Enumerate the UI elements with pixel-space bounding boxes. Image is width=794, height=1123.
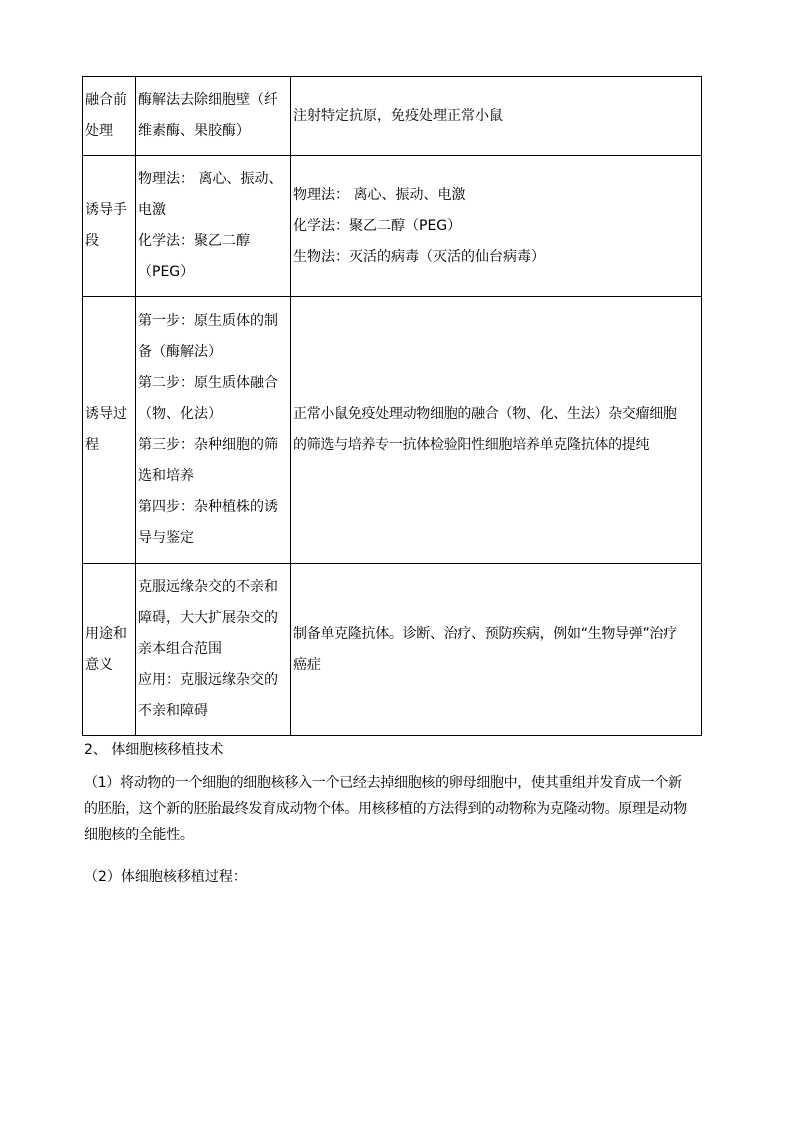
animal-line: 化学法：聚乙二醇（PEG）	[293, 217, 462, 234]
row-label-line: 诱导过	[85, 406, 127, 422]
plant-line: 克服远缘杂交的不亲和	[138, 579, 278, 595]
animal-line: 制备单克隆抗体。诊断、治疗、预防疾病，例如“生物导弹”治疗	[293, 625, 677, 642]
plant-line: 导与鉴定	[138, 530, 194, 546]
animal-cell	[291, 77, 702, 156]
plant-cell	[136, 297, 291, 564]
animal-cell	[291, 156, 702, 297]
row-label	[83, 297, 136, 564]
table-row	[83, 156, 702, 297]
animal-line: 的筛选与培养专一抗体检验阳性细胞培养单克隆抗体的提纯	[293, 437, 650, 453]
animal-line: 癌症	[293, 656, 321, 673]
plant-line: 选和培养	[138, 468, 194, 484]
plant-cell	[136, 77, 291, 156]
row-label-line: 意义	[85, 656, 113, 673]
animal-line: 注射特定抗原，免疫处理正常小鼠	[293, 107, 503, 124]
plant-line: 物理法： 离心、振动、	[138, 171, 283, 187]
row-label	[83, 564, 136, 736]
row-label-line: 用途和	[85, 625, 127, 642]
plant-line: 电激	[138, 202, 166, 218]
plant-line: 备（酶解法）	[138, 344, 222, 360]
plant-line: 障碍，大大扩展杂交的	[138, 610, 278, 626]
plant-line: （PEG）	[138, 264, 195, 280]
animal-cell	[291, 297, 702, 564]
animal-line: 物理法： 离心、振动、电激	[293, 186, 466, 203]
plant-line: 第二步：原生质体融合	[138, 375, 278, 391]
plant-line: 酶解法去除细胞壁（纤	[138, 92, 278, 108]
plant-line: 维素酶、果胶酶）	[138, 123, 250, 139]
plant-cell	[136, 564, 291, 736]
plant-line: 不亲和障碍	[138, 703, 208, 719]
plant-line: 第三步：杂种细胞的筛	[138, 437, 278, 453]
plant-line: 第四步：杂种植株的诱	[138, 499, 278, 515]
plant-cell	[136, 156, 291, 297]
paragraph-line: 细胞核的全能性。	[84, 827, 194, 843]
paragraph-1	[84, 770, 720, 848]
row-label	[83, 77, 136, 156]
animal-line: 生物法：灭活的病毒（灭活的仙台病毒）	[293, 248, 545, 265]
row-label-line: 段	[85, 233, 99, 249]
animal-cell	[291, 564, 702, 736]
section-heading: 2、 体细胞核移植技术	[84, 742, 224, 758]
row-label-line: 程	[85, 437, 99, 453]
table-row	[83, 564, 702, 736]
paragraph-2: （2）体细胞核移植过程：	[84, 869, 247, 885]
plant-line: 化学法：聚乙二醇	[138, 233, 250, 249]
plant-line: 应用：克服远缘杂交的	[138, 672, 278, 688]
paragraph-line: （1）将动物的一个细胞的细胞核移入一个已经去掉细胞核的卵母细胞中，使其重组并发育成一个新	[84, 775, 682, 791]
row-label-line: 融合前	[85, 92, 127, 108]
plant-line: （物、化法）	[138, 406, 222, 422]
paragraph-line: 的胚胎，这个新的胚胎最终发育成动物个体。用核移植的方法得到的动物称为克隆动物。原理是动物	[84, 801, 687, 817]
table-row	[83, 297, 702, 564]
table-row	[83, 77, 702, 156]
animal-line: 正常小鼠免疫处理动物细胞的融合（物、化、生法）杂交瘤细胞	[293, 406, 677, 422]
row-label-line: 处理	[85, 123, 113, 139]
plant-line: 第一步：原生质体的制	[138, 313, 278, 329]
row-label	[83, 156, 136, 297]
row-label-line: 诱导手	[85, 202, 127, 218]
comparison-table	[82, 76, 702, 736]
plant-line: 亲本组合范围	[138, 641, 222, 657]
